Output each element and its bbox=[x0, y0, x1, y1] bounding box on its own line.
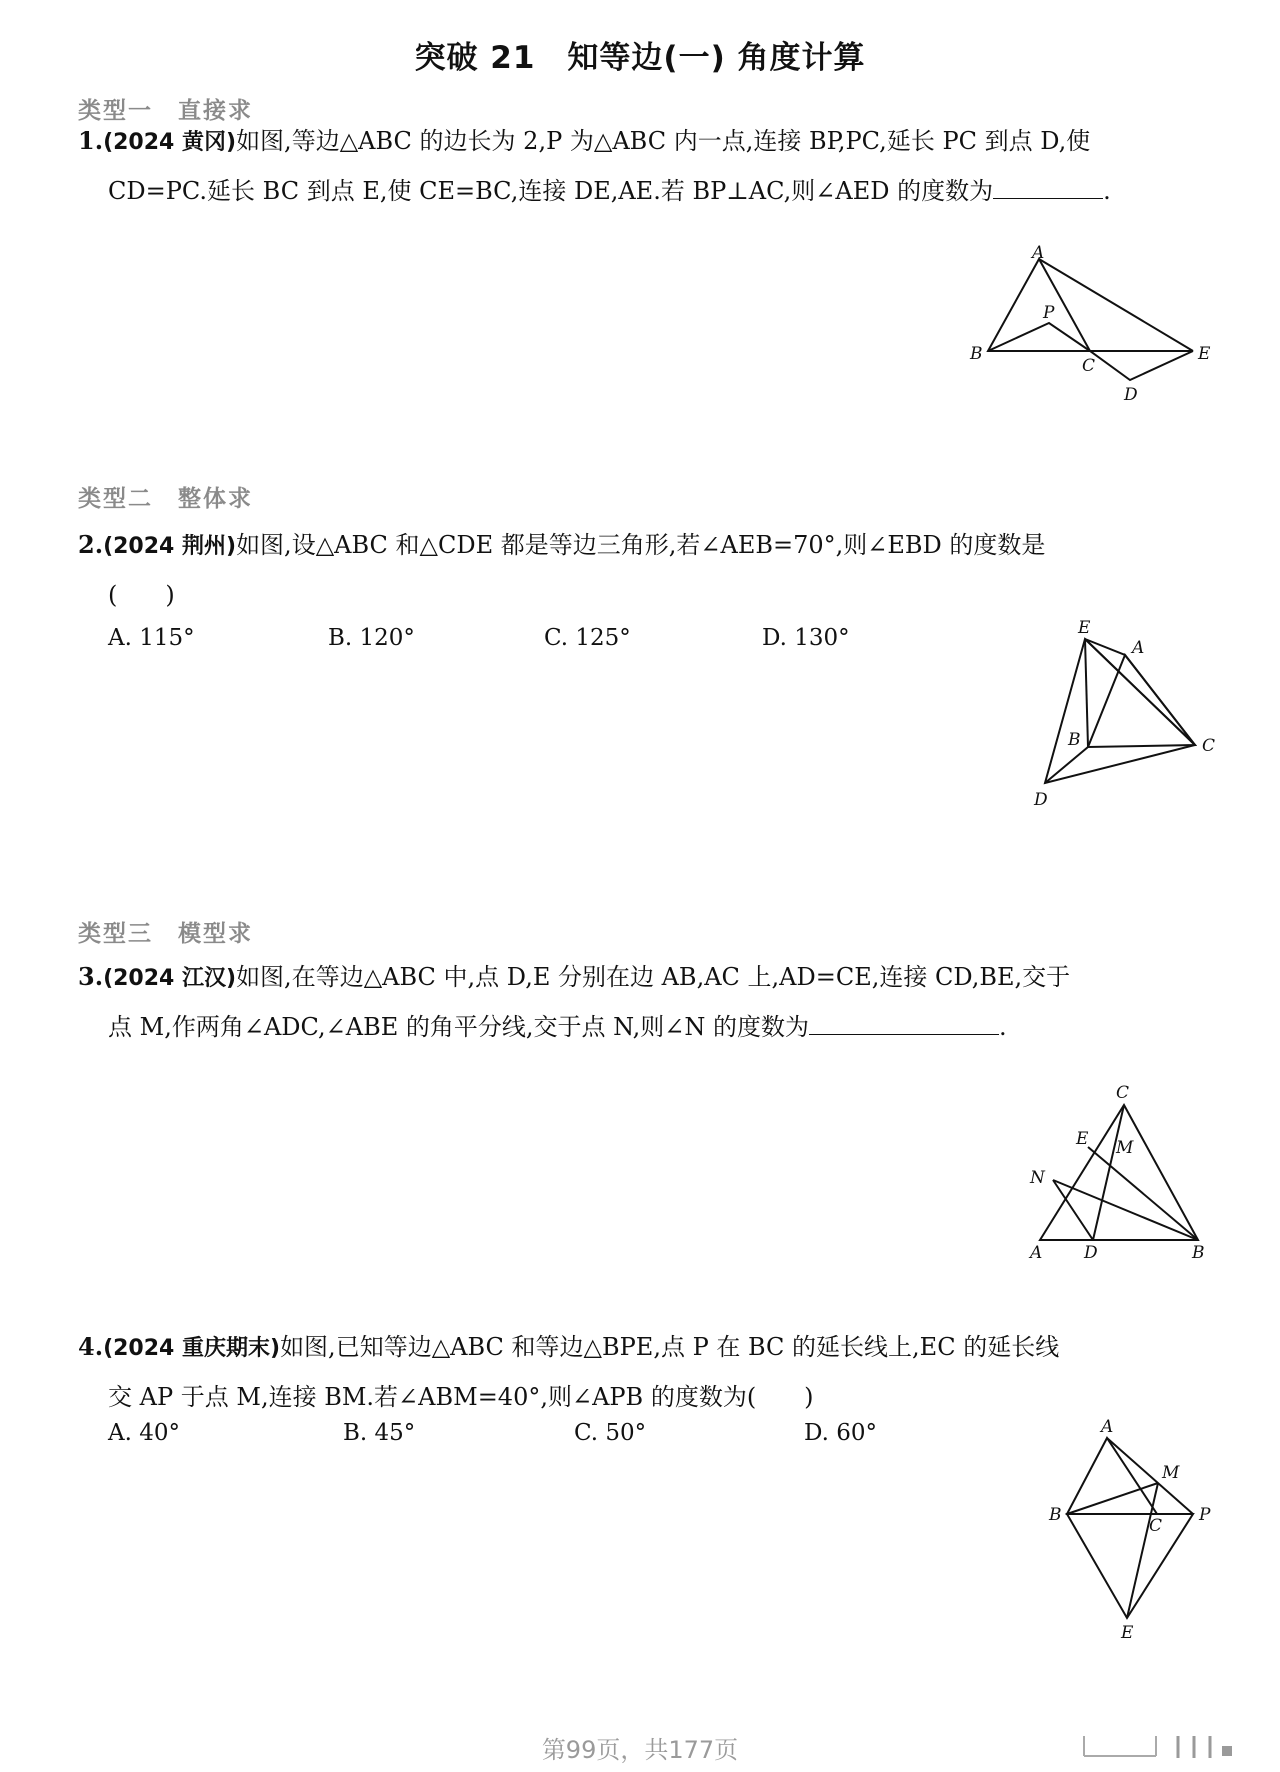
option-a[interactable]: A. 40° bbox=[108, 1420, 180, 1446]
section-heading-type-2: 类型二 整体求 bbox=[78, 486, 253, 512]
vertex-label-c: C bbox=[1116, 1083, 1130, 1103]
question-text-line1: 如图,已知等边△ABC 和等边△BPE,点 P 在 BC 的延长线上,EC 的延长线 bbox=[280, 1333, 1060, 1361]
option-c[interactable]: C. 125° bbox=[544, 625, 631, 651]
question-source: (2024 江汉) bbox=[103, 966, 237, 991]
option-d[interactable]: D. 60° bbox=[804, 1420, 878, 1446]
vertex-label-p: P bbox=[1199, 1505, 1211, 1525]
section-heading-type-1: 类型一 直接求 bbox=[78, 98, 253, 124]
vertex-label-a: A bbox=[1101, 1417, 1114, 1437]
question-text-line1: 如图,设△ABC 和△CDE 都是等边三角形,若∠AEB=70°,则∠EBD 的度数是 bbox=[236, 531, 1046, 559]
vertex-label-m: M bbox=[1162, 1463, 1180, 1483]
question-end-mark: . bbox=[1103, 177, 1111, 205]
question-text-line2: CD=PC.延长 BC 到点 E,使 CE=BC,连接 DE,AE.若 BP⊥AC,则∠AED 的度数为 bbox=[108, 177, 994, 205]
vertex-label-e: E bbox=[1121, 1623, 1134, 1643]
vertex-label-c: C bbox=[1149, 1516, 1163, 1536]
vertex-label-e: E bbox=[1076, 1129, 1089, 1149]
vertex-label-m: M bbox=[1116, 1138, 1134, 1158]
vertex-label-c: C bbox=[1082, 356, 1096, 376]
vertex-label-d: D bbox=[1034, 790, 1048, 810]
question-source: (2024 荆州) bbox=[103, 534, 237, 559]
vertex-label-a: A bbox=[1032, 245, 1045, 263]
question-number: 2. bbox=[78, 530, 104, 559]
question-1 bbox=[78, 116, 1208, 216]
question-end-mark: . bbox=[998, 1013, 1007, 1041]
question-number: 3. bbox=[78, 962, 104, 991]
figure-q4 bbox=[1045, 1408, 1235, 1643]
question-4 bbox=[78, 1322, 1208, 1422]
option-b[interactable]: B. 45° bbox=[343, 1420, 416, 1446]
vertex-label-b: B bbox=[1068, 730, 1081, 750]
vertex-label-p: P bbox=[1043, 303, 1055, 323]
option-a[interactable]: A. 115° bbox=[108, 625, 195, 651]
question-source: (2024 黄冈) bbox=[103, 130, 237, 155]
question-text-line1: 如图,在等边△ABC 中,点 D,E 分别在边 AB,AC 上,AD=CE,连接 CD,BE,交于 bbox=[236, 963, 1071, 991]
question-number: 4. bbox=[78, 1332, 104, 1361]
vertex-label-a: A bbox=[1132, 638, 1145, 658]
vertex-label-d: D bbox=[1124, 385, 1138, 405]
question-2 bbox=[78, 520, 1208, 620]
vertex-label-e: E bbox=[1198, 344, 1211, 364]
answer-blank[interactable] bbox=[993, 172, 1103, 199]
question-number: 1. bbox=[78, 126, 104, 155]
question-3 bbox=[78, 952, 1208, 1052]
question-source: (2024 重庆期末) bbox=[103, 1336, 281, 1361]
answer-parentheses[interactable]: ( ) bbox=[108, 581, 175, 609]
figure-q2 bbox=[1020, 615, 1220, 815]
answer-blank[interactable] bbox=[809, 1008, 999, 1035]
question-text-line1: 如图,等边△ABC 的边长为 2,P 为△ABC 内一点,连接 BP,PC,延长 PC 到点 D,使 bbox=[236, 127, 1091, 155]
page-title: 突破 21 知等边(一) 角度计算 bbox=[414, 40, 866, 76]
vertex-label-c: C bbox=[1202, 736, 1216, 756]
section-heading-type-3: 类型三 模型求 bbox=[78, 921, 253, 947]
figure-q1 bbox=[960, 245, 1220, 410]
vertex-label-b: B bbox=[1192, 1243, 1205, 1263]
vertex-label-d: D bbox=[1084, 1243, 1098, 1263]
option-d[interactable]: D. 130° bbox=[762, 625, 850, 651]
question-text-line2: 交 AP 于点 M,连接 BM.若∠ABM=40°,则∠APB 的度数为( ) bbox=[108, 1383, 814, 1411]
vertex-label-n: N bbox=[1030, 1168, 1045, 1188]
vertex-label-a: A bbox=[1030, 1243, 1043, 1263]
figure-q3 bbox=[1020, 1080, 1230, 1265]
question-text-line2: 点 M,作两角∠ADC,∠ABE 的角平分线,交于点 N,则∠N 的度数为 bbox=[108, 1013, 809, 1041]
option-c[interactable]: C. 50° bbox=[574, 1420, 647, 1446]
option-b[interactable]: B. 120° bbox=[328, 625, 415, 651]
vertex-label-e: E bbox=[1078, 618, 1091, 638]
page-view-icon[interactable] bbox=[1172, 1734, 1236, 1760]
page-indicator: 第99页，共177页 bbox=[541, 1736, 739, 1764]
vertex-label-b: B bbox=[970, 344, 983, 364]
vertex-label-b: B bbox=[1049, 1505, 1062, 1525]
reader-toggle-icon[interactable] bbox=[1082, 1734, 1158, 1760]
